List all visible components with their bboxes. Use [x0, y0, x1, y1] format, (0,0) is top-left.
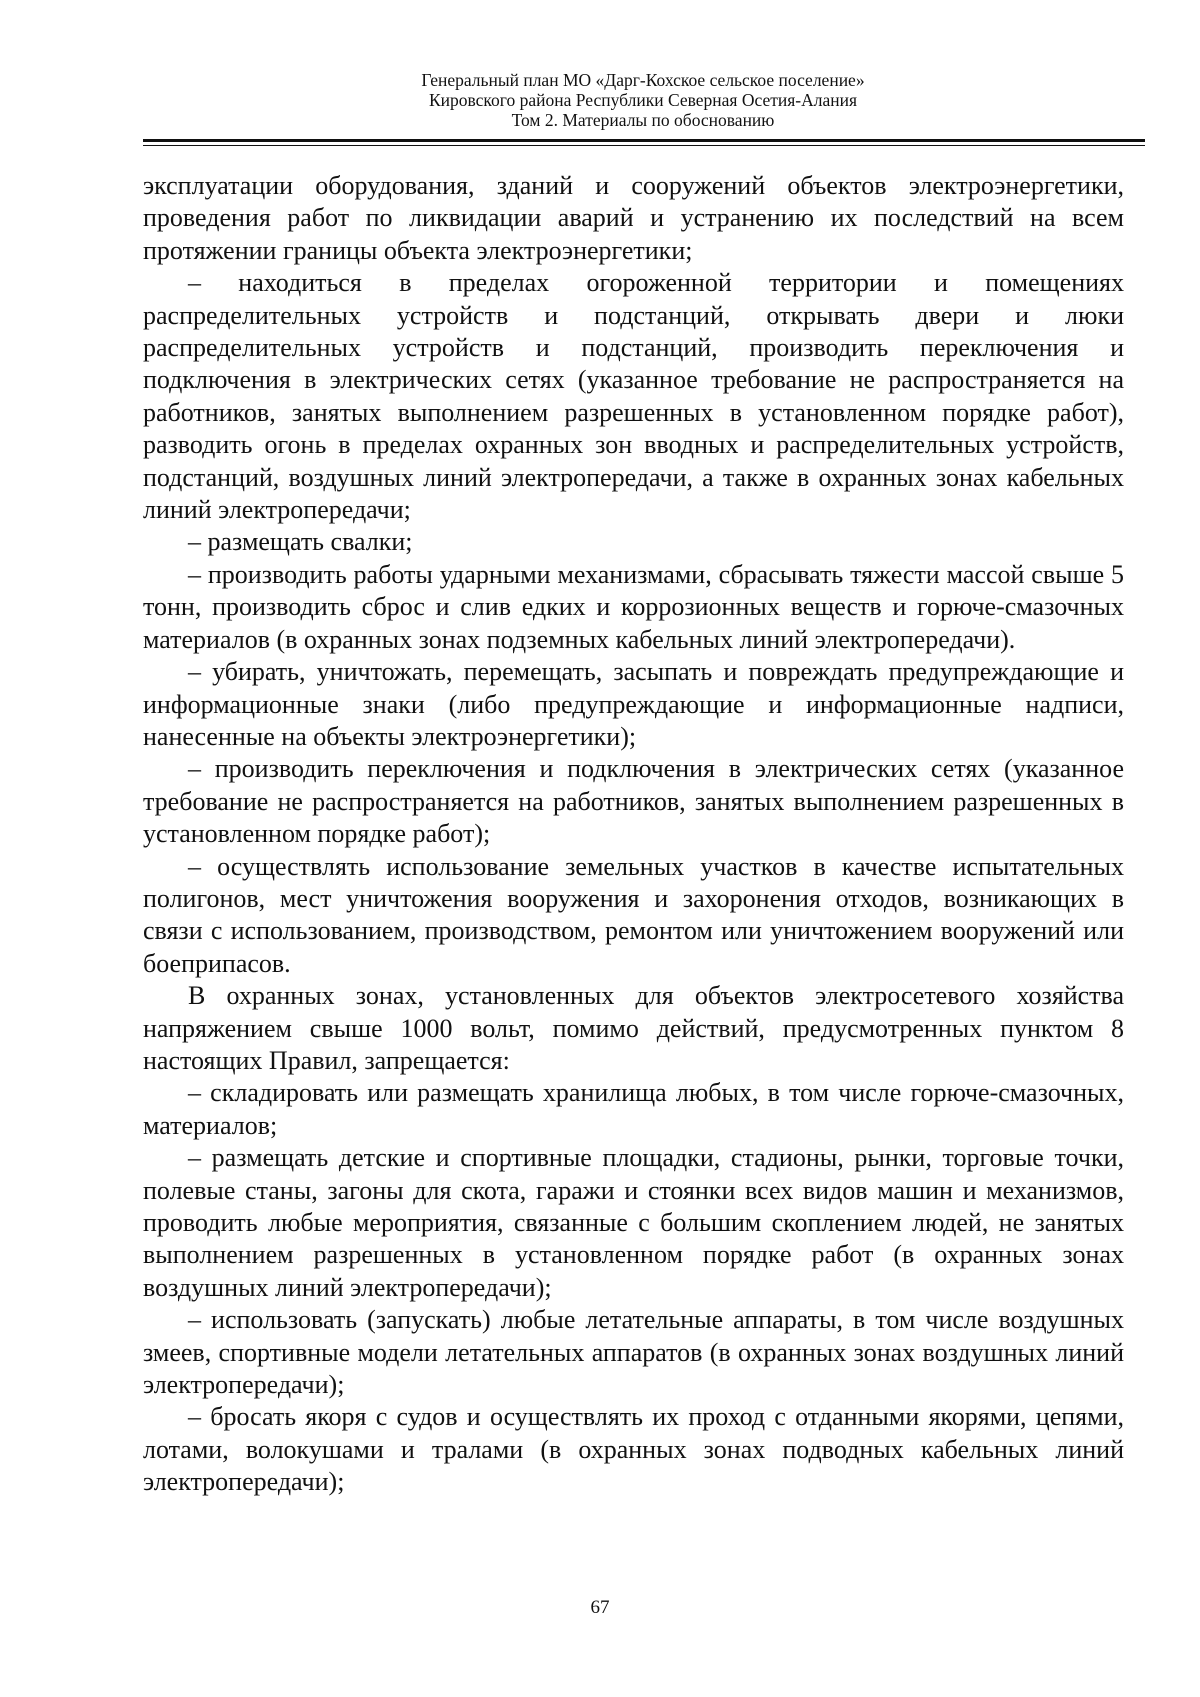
paragraph: – находиться в пределах огороженной территории и помещениях распределительных устройств и подстанций, открывать двери и люки распределительных устройств и подстанций, производить переключения и подключения в электрических сетях (указанное требование не распространяется на работников, занятых выполнением разрешенных в установленном порядке работ), разводить огонь в пределах охранных зон вводных и распределительных устройств, подстанций, воздушных линий электропередачи, а также в охранных зонах кабельных линий электропередачи; [143, 268, 1124, 525]
paragraph: – размещать свалки; [188, 527, 413, 557]
header-volume-line: Том 2. Материалы по обоснованию [511, 110, 775, 130]
paragraph: – складировать или размещать хранилища любых, в том числе горюче-смазочных, материалов; [143, 1078, 1124, 1140]
paragraph: – производить переключения и подключения в электрических сетях (указанное требование не распространяется на работников, занятых выполнением разрешенных в установленном порядке работ); [143, 754, 1124, 849]
paragraph: – осуществлять использование земельных участков в качестве испытательных полигонов, мест уничтожения вооружения и захоронения отходов, возникающих в связи с использованием, производством, ремонтом или уничтожением вооружений или боеприпасов. [143, 851, 1124, 978]
header-title-line: Генеральный план МО «Дарг-Кохское сельское поселение» [421, 70, 865, 90]
paragraph: В охранных зонах, установленных для объектов электросетевого хозяйства напряжением свыше 1000 вольт, помимо действий, предусмотренных пунктом 8 настоящих Правил, запрещается: [143, 981, 1124, 1075]
paragraph: – размещать детские и спортивные площадки, стадионы, рынки, торговые точки, полевые станы, загоны для скота, гаражи и стоянки всех видов машин и механизмов, проводить любые мероприятия, связанные с большим скоплением людей, не занятых выполнением разрешенных в установленном порядке работ (в охранных зонах воздушных линий электропередачи); [143, 1143, 1124, 1302]
paragraph: – использовать (запускать) любые летательные аппараты, в том числе воздушных змеев, спортивные модели летательных аппаратов (в охранных зонах воздушных линий электропередачи); [143, 1305, 1124, 1400]
page-header [143, 70, 1143, 130]
paragraph: – бросать якоря с судов и осуществлять их проход с отданными якорями, цепями, лотами, волокушами и тралами (в охранных зонах подводных кабельных линий электропередачи); [143, 1402, 1124, 1497]
paragraph: – производить работы ударными механизмами, сбрасывать тяжести массой свыше 5 тонн, производить сброс и слив едких и коррозионных веществ и горюче-смазочных материалов (в охранных зонах подземных кабельных линий электропередачи). [143, 559, 1124, 654]
paragraph: – убирать, уничтожать, перемещать, засыпать и повреждать предупреждающие и информационные знаки (либо предупреждающие и информационные надписи, нанесенные на объекты электроэнергетики); [143, 657, 1124, 751]
paragraph: эксплуатации оборудования, зданий и сооружений объектов электроэнергетики, проведения работ по ликвидации аварий и устранению их последствий на всем протяжении границы объекта электроэнергетики; [143, 171, 1124, 265]
header-divider [143, 139, 1145, 146]
page-body [143, 170, 1124, 1499]
page-number: 67 [590, 1597, 610, 1618]
header-district-line: Кировского района Республики Северная Осетия-Алания [428, 90, 858, 110]
